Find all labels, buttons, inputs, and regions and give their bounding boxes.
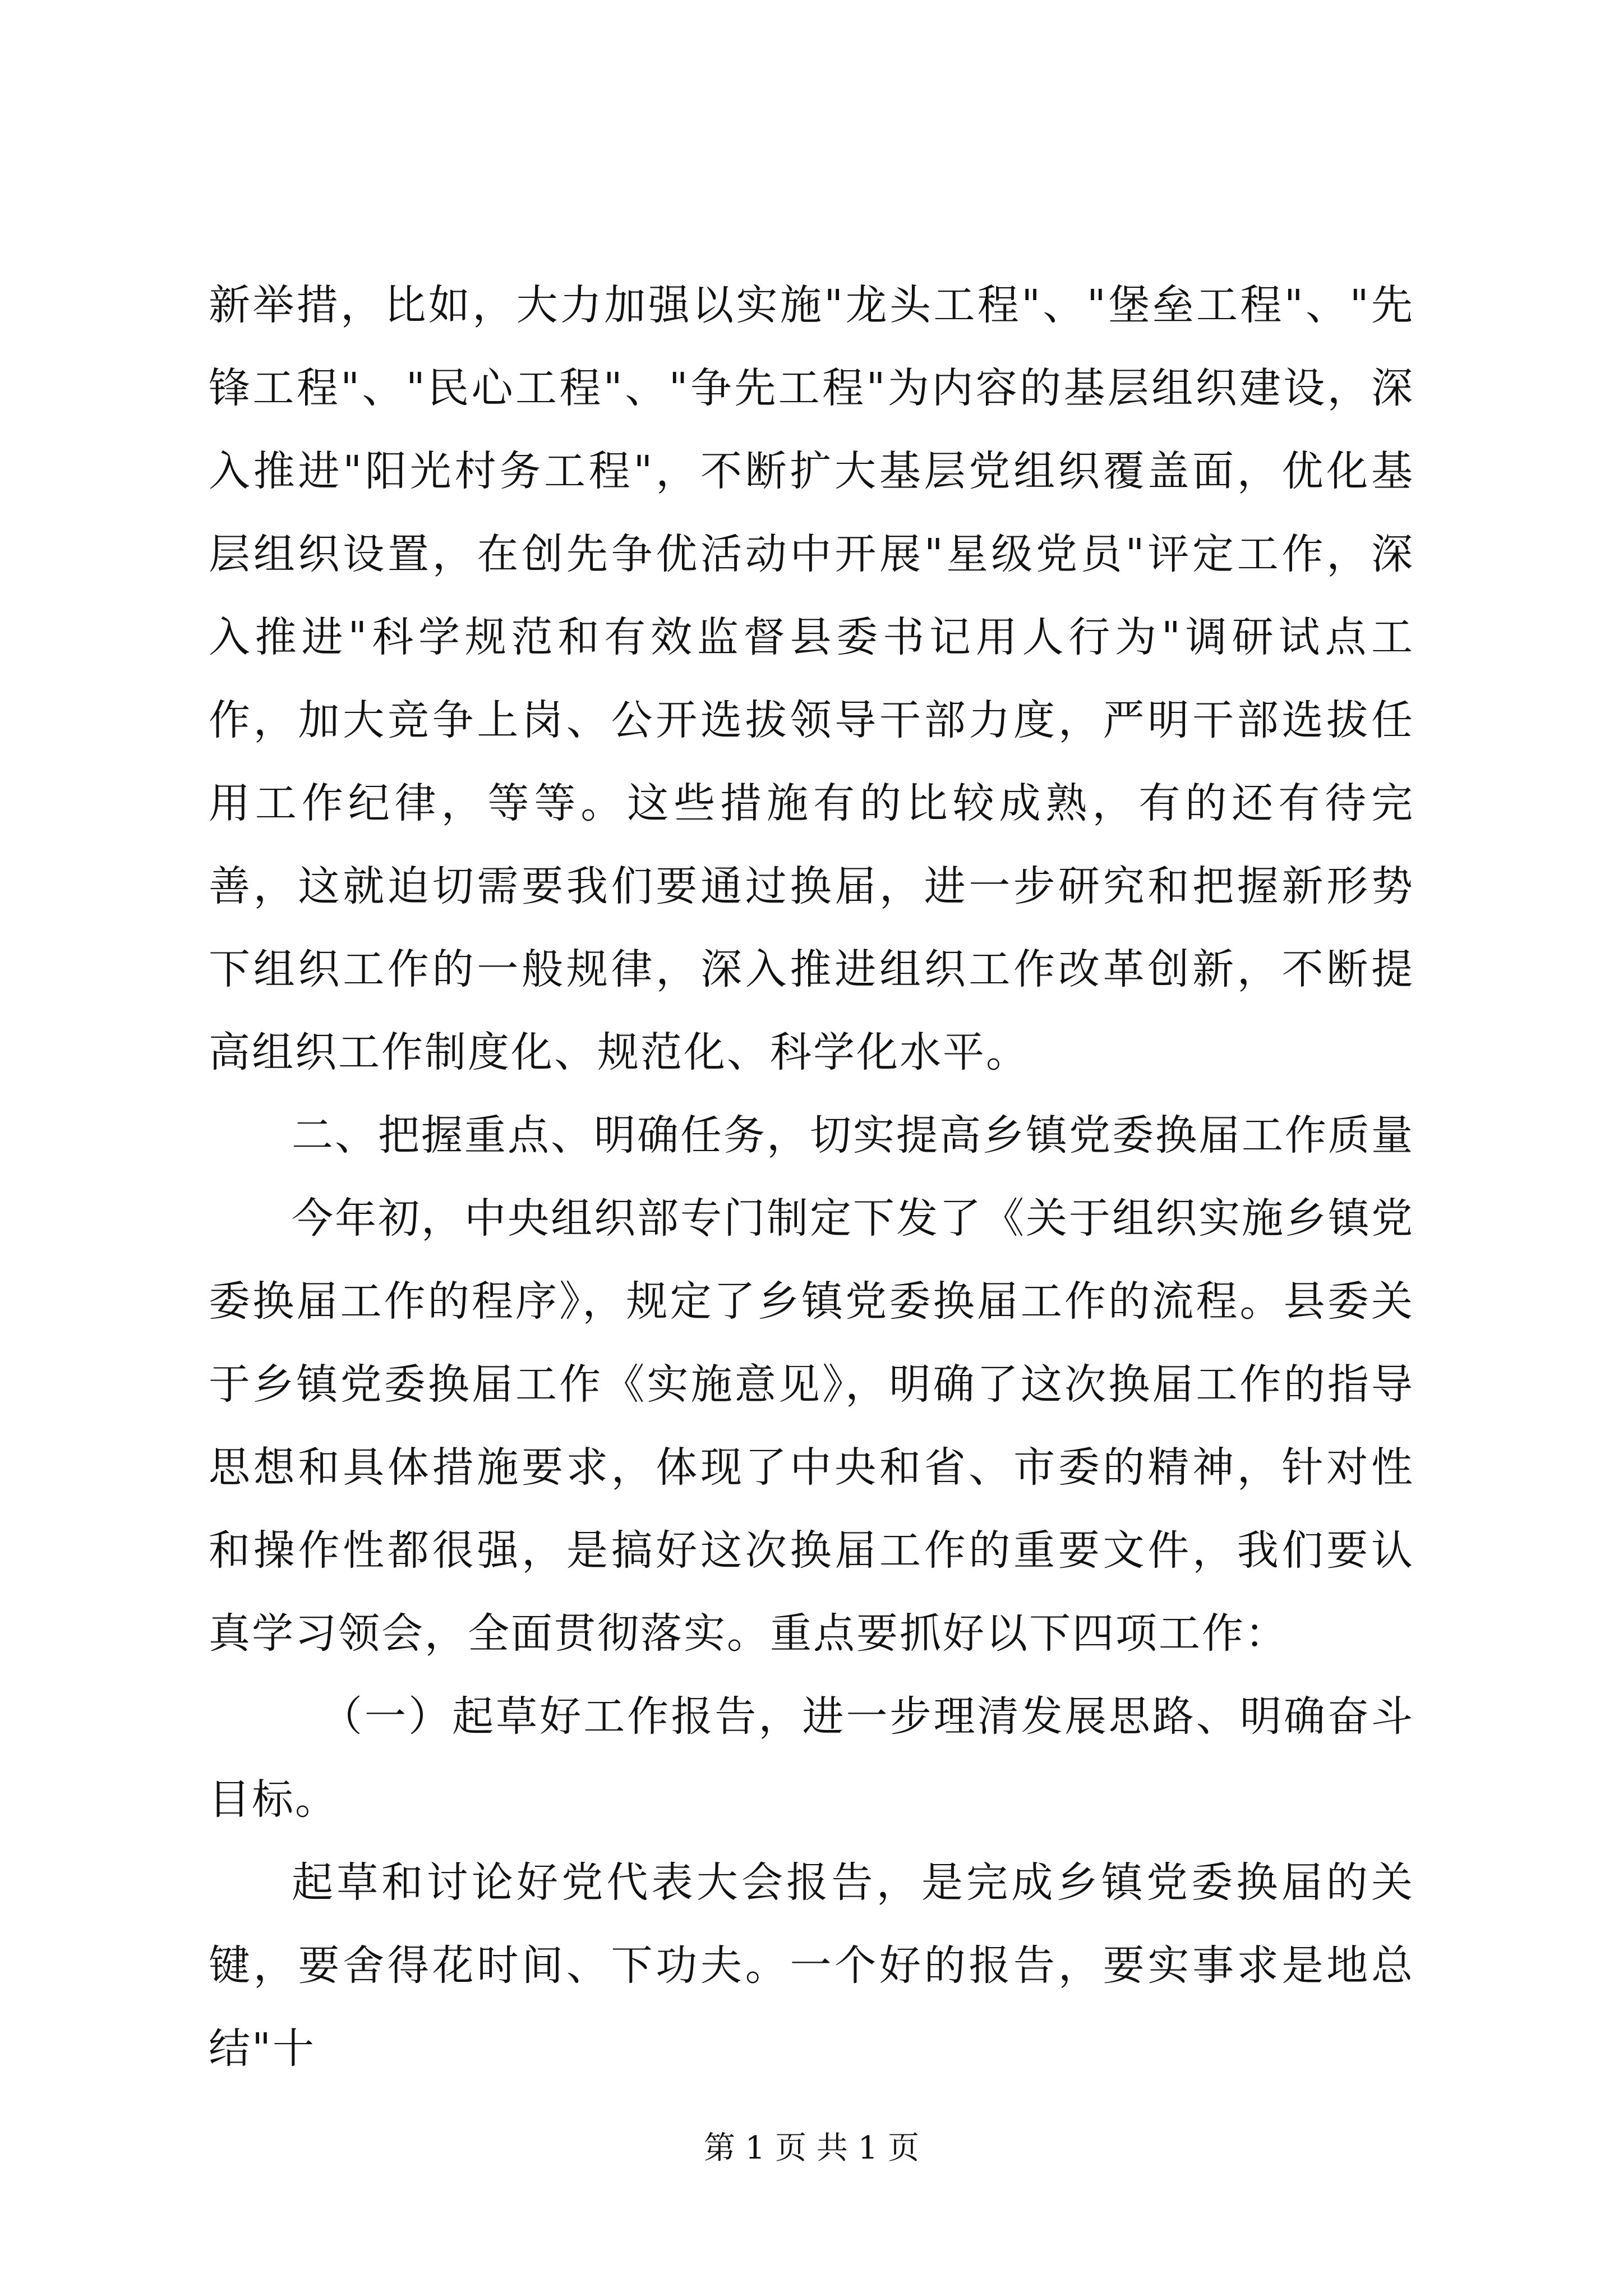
section-heading-2: 二、把握重点、明确任务，切实提高乡镇党委换届工作质量 <box>292 1111 1414 1159</box>
paragraph-1: 新举措，比如，大力加强以实施"龙头工程"、"堡垒工程"、"先锋工程"、"民心工程"、"争先工程"为内容的基层组织建设，深入推进"阳光村务工程"，不断扩大基层党组织覆盖面，优化基层组织设置，在创先争优活动中开展"星级党员"评定工作，深入推进"科学规范和有效监督县委书记用人行为"调研试点工作，加大竞争上岗、公开选拔领导干部力度，严明干部选拔任用工作纪律，等等。这些措施有的比较成熟，有的还有待完善，这就迫切需要我们要通过换届，进一步研究和把握新形势下组织工作的一般规律，深入推进组织工作改革创新，不断提高组织工作制度化、规范化、科学化水平。 <box>209 281 1414 1076</box>
page-footer: 第 1 页 共 1 页 <box>703 2130 920 2166</box>
paragraph-5: 起草和讨论好党代表大会报告，是完成乡镇党委换届的关键，要舍得花时间、下功夫。一个好的报告，要实事求是地总结"十 <box>209 1858 1414 2073</box>
document-body <box>209 264 1414 2090</box>
paragraph-3: 今年初，中央组织部专门制定下发了《关于组织实施乡镇党委换届工作的程序》，规定了乡镇党委换届工作的流程。县委关于乡镇党委换届工作《实施意见》，明确了这次换届工作的指导思想和具体措施要求，体现了中央和省、市委的精神，针对性和操作性都很强，是搞好这次换届工作的重要文件，我们要认真学习领会，全面贯彻落实。重点要抓好以下四项工作： <box>209 1194 1414 1658</box>
subsection-heading-1: （一）起草好工作报告，进一步理清发展思路、明确奋斗目标。 <box>209 1692 1414 1824</box>
